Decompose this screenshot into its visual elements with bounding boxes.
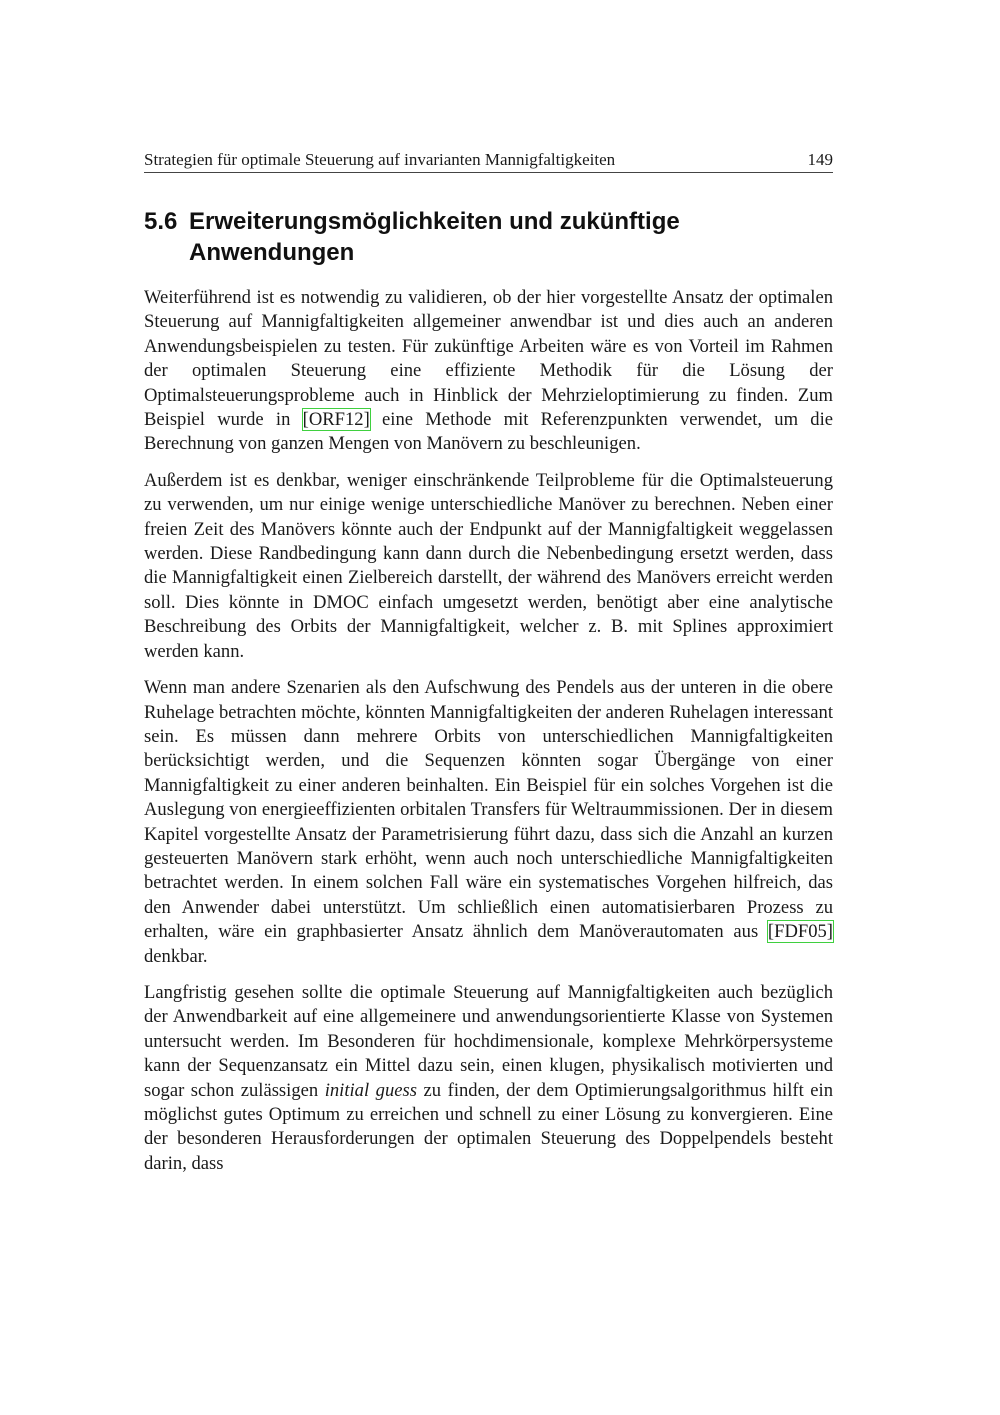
section-title: Erweiterungsmöglichkeiten und zukünftige Anwendungen [189, 208, 680, 266]
running-header [144, 150, 833, 173]
section-heading [144, 206, 833, 268]
paragraph-1-text-b: eine Methode mit Referenzpunkten verwendet, um die Berechnung von ganzen Mengen von Manövern zu beschleunigen. [144, 409, 834, 455]
page-number: 149 [807, 150, 833, 169]
paragraph-4-emphasis: initial guess [324, 1079, 417, 1101]
paragraph-3-text-b: denkbar. [144, 945, 208, 967]
paragraph-1-text-a: Weiterführend ist es notwendig zu validieren, ob der hier vorgestellte Ansatz der optimalen Steuerung auf Mannigfaltigkeiten allgemeiner anwendbar ist und dies auch an anderen Anwendungsbeispielen zu testen. Für zukünftige Arbeiten wäre es von Vorteil im Rahmen der optimalen Steuerung eine effiziente Methodik für die Lösung der Optimalsteuerungsprobleme auch in Hinblick der Mehrzieloptimierung zu finden. Zum Beispiel wurde in [144, 287, 833, 431]
paragraph-3 [144, 676, 833, 969]
paragraph-2: Außerdem ist es denkbar, weniger einschränkende Teilprobleme für die Optimalsteuerung zu verwenden, um nur einige wenige unterschiedliche Manöver zu berechnen. Neben einer freien Zeit des Manövers könnte auch der Endpunkt auf der Mannigfaltigkeit weggelassen werden. Diese Randbedingung kann dann durch die Nebenbedingung ersetzt werden, dass die Mannigfaltigkeit einen Zielbereich darstellt, der während des Manövers erreicht werden soll. Dies könnte in DMOC einfach umgesetzt werden, benötigt aber eine analytische Beschreibung des Orbits der Mannigfaltigkeit, welcher z. B. mit Splines approximiert werden kann. [144, 469, 833, 662]
paragraph-3-text-a: Wenn man andere Szenarien als den Aufschwung des Pendels aus der unteren in die obere Ruhelage betrachten möchte, könnten Mannigfaltigkeiten der anderen Ruhelagen interessant sein. Es müssen dann mehrere Orbits von unterschiedlichen Mannigfaltigkeiten berücksichtigt werden, und die Sequenzen könnten sogar Übergänge von einer Mannigfaltigkeit zu einer anderen beinhalten. Ein Beispiel für ein solches Vorgehen ist die Auslegung von energieeffizienten orbitalen Transfers für Weltraummissionen. Der in diesem Kapitel vorgestellte Ansatz der Parametrisierung führt dazu, dass sich die Anzahl an kurzen gesteuerten Manövern stark erhöht, wenn auch noch unterschiedliche Mannigfaltigkeiten betrachtet werden. In einem solchen Fall wäre ein systematisches Vorgehen hilfreich, das den Anwender dabei unterstützt. Um schließlich einen automatisierbaren Prozess zu erhalten, wäre ein graphbasierter Ansatz ähnlich dem Manöverautomaten aus [144, 677, 833, 943]
paragraph-4 [144, 981, 833, 1176]
paragraph-4-text-b: zu finden, der dem Optimierungsalgorithmus hilft ein möglichst gutes Optimum zu erreichen und schnell zu einer Lösung zu konvergieren. Eine der besonderen Herausforderungen der optimalen Steuerung des Doppelpendels besteht darin, dass [144, 1079, 833, 1174]
citation-link-orf12[interactable]: [ORF12] [302, 409, 370, 431]
section-number: 5.6 [144, 208, 178, 235]
paragraph-4-text-a: Langfristig gesehen sollte die optimale Steuerung auf Mannigfaltigkeiten auch bezüglich der Anwendbarkeit auf eine allgemeinere und anwendungsorientierte Klasse von Systemen untersucht werden. Im Besonderen für hochdimensionale, komplexe Mehrkörpersysteme kann der Sequenzansatz ein Mittel dazu sein, einen klugen, physikalisch motivierten und sogar schon zulässigen [144, 981, 833, 1101]
paragraph-1 [144, 286, 833, 457]
citation-link-fdf05[interactable]: [FDF05] [767, 921, 833, 943]
running-title: Strategien für optimale Steuerung auf invarianten Mannigfaltigkeiten [144, 150, 616, 169]
body-text [144, 286, 833, 1188]
